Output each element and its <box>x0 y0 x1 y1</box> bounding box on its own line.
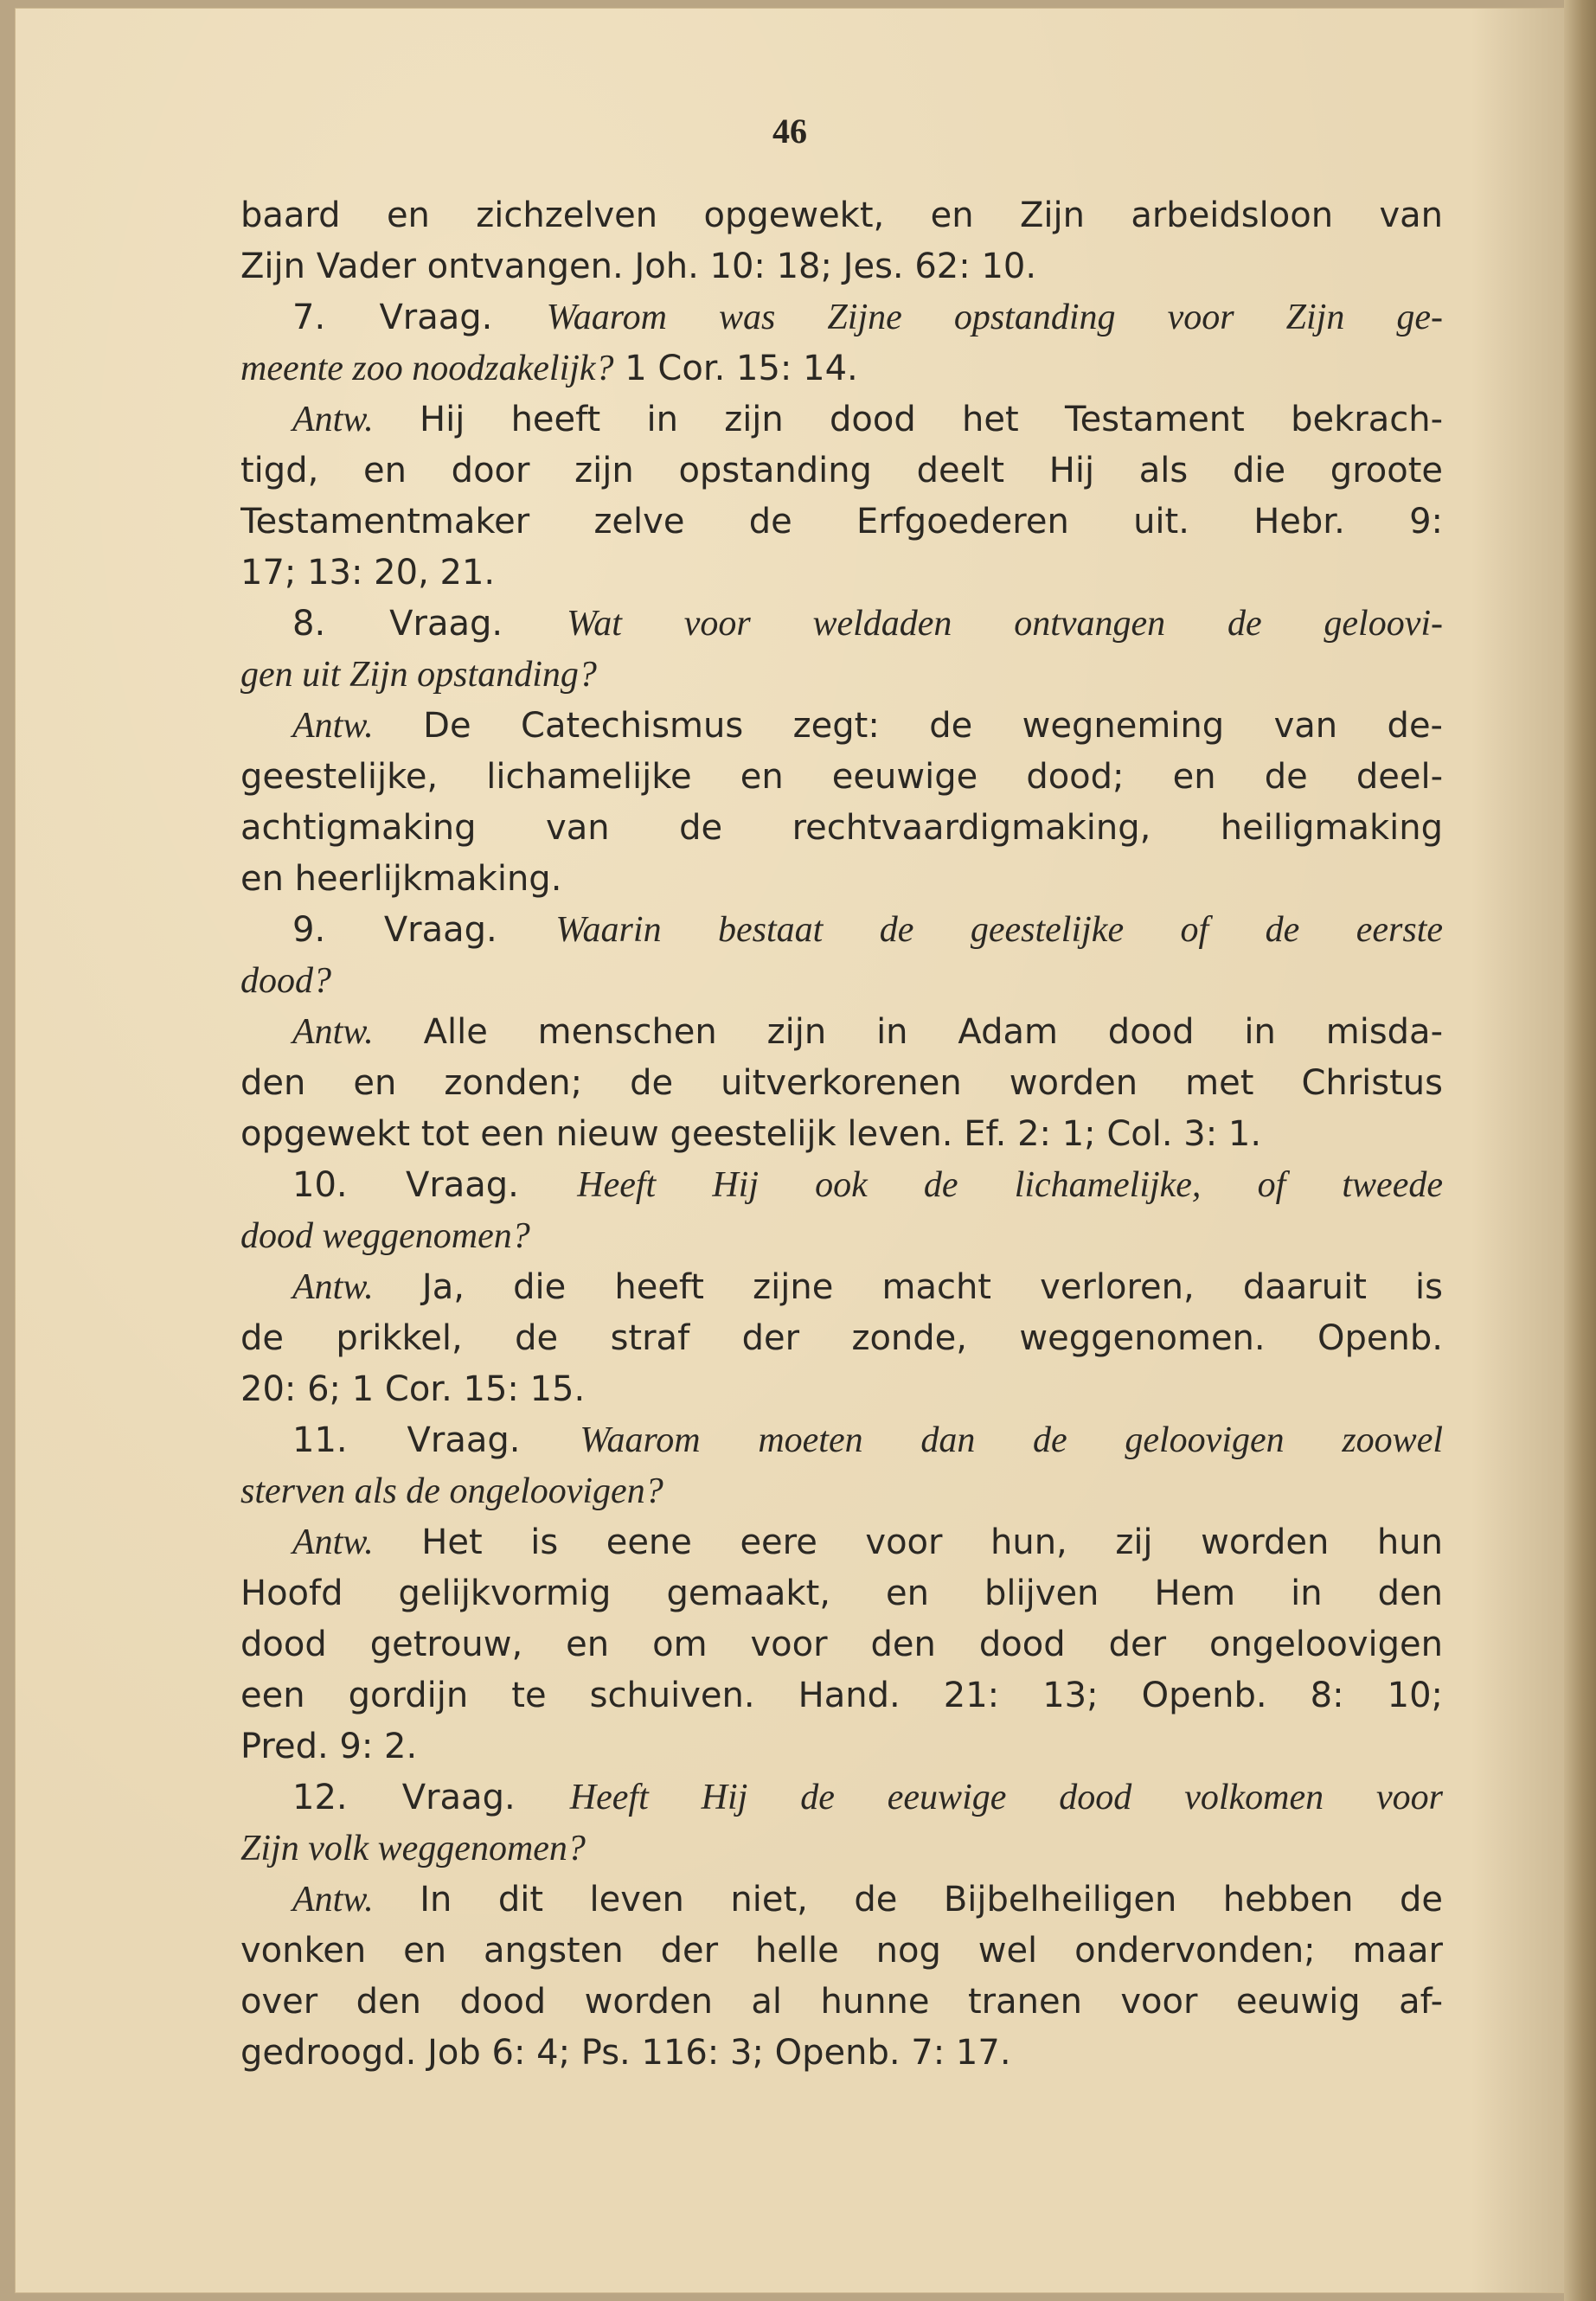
body-text: 8. Vraag. <box>292 604 567 644</box>
text-line <box>240 548 1443 599</box>
body-text: 17; 13: 20, 21. <box>240 553 496 593</box>
body-text: opgewekt tot een nieuw geestelijk leven. Ef. 2: 1; Col. 3: 1. <box>240 1114 1262 1154</box>
text-line <box>240 1517 1443 1568</box>
italic-text: dood weggenomen? <box>240 1216 530 1256</box>
italic-text: Zijn volk weggenomen? <box>240 1829 586 1868</box>
text-line <box>240 956 1443 1007</box>
body-text: 9. Vraag. <box>292 910 556 950</box>
body-text: Ja, die heeft zijne macht verloren, daaruit is <box>373 1267 1443 1307</box>
body-text: Testamentmaker zelve de Erfgoederen uit. Hebr. 9: <box>240 502 1443 542</box>
body-text: en heerlijkmaking. <box>240 859 562 899</box>
text-line <box>240 1160 1443 1211</box>
text-line <box>240 1415 1443 1466</box>
body-text: Hij heeft in zijn dood het Testament bekrach- <box>373 400 1443 439</box>
body-text: Alle menschen zijn in Adam dood in misda- <box>373 1012 1443 1052</box>
text-line <box>240 190 1443 241</box>
text-line <box>240 1977 1443 2028</box>
italic-text: Waarin bestaat de geestelijke of de eerste <box>555 910 1443 950</box>
body-text: gedroogd. Job 6: 4; Ps. 116: 3; Openb. 7: 17. <box>240 2033 1011 2073</box>
italic-text: Antw. <box>292 1012 374 1052</box>
body-text: Hoofd gelijkvormig gemaakt, en blijven Hem in den <box>240 1574 1443 1613</box>
text-line <box>240 1670 1443 1721</box>
body-text: geestelijke, lichamelijke en eeuwige dood; en de deel- <box>240 757 1443 797</box>
body-text: De Catechismus zegt: de wegneming van de- <box>373 706 1443 746</box>
text-line <box>240 1568 1443 1619</box>
text-line <box>240 343 1443 394</box>
page-text <box>240 190 1443 2079</box>
text-line <box>240 445 1443 497</box>
italic-text: sterven als de ongeloovigen? <box>240 1471 663 1511</box>
body-text: Zijn Vader ontvangen. Joh. 10: 18; Jes. 62: 10. <box>240 247 1037 286</box>
text-line <box>240 394 1443 445</box>
italic-text: Waarom was Zijne opstanding voor Zijn ge- <box>546 298 1443 337</box>
text-line <box>240 1721 1443 1772</box>
text-line <box>240 1109 1443 1160</box>
text-line <box>240 1823 1443 1875</box>
body-text: den en zonden; de uitverkorenen worden met Christus <box>240 1063 1443 1103</box>
text-line <box>240 1313 1443 1364</box>
italic-text: Antw. <box>292 1522 374 1562</box>
text-line <box>240 1926 1443 1977</box>
body-text: Pred. 9: 2. <box>240 1727 418 1766</box>
body-text: 11. Vraag. <box>292 1420 580 1460</box>
body-text: 12. Vraag. <box>292 1778 570 1817</box>
italic-text: Antw. <box>292 400 374 439</box>
italic-text: dood? <box>240 961 331 1001</box>
body-text: de prikkel, de straf der zonde, weggenomen. Openb. <box>240 1318 1443 1358</box>
italic-text: Antw. <box>292 706 374 746</box>
italic-text: Heeft Hij ook de lichamelijke, of tweede <box>577 1165 1443 1205</box>
text-line <box>240 1262 1443 1313</box>
body-text: Het is eene eere voor hun, zij worden hun <box>373 1522 1443 1562</box>
italic-text: Antw. <box>292 1880 374 1920</box>
text-line <box>240 854 1443 905</box>
text-line <box>240 2028 1443 2079</box>
text-line <box>240 752 1443 803</box>
text-line <box>240 599 1443 650</box>
text-line <box>240 803 1443 854</box>
italic-text: Waarom moeten dan de geloovigen zoowel <box>580 1420 1443 1460</box>
body-text: over den dood worden al hunne tranen voor eeuwig af- <box>240 1982 1443 2022</box>
italic-text: Antw. <box>292 1267 374 1307</box>
text-line <box>240 1772 1443 1823</box>
body-text: tigd, en door zijn opstanding deelt Hij als die groote <box>240 451 1443 490</box>
text-line <box>240 1875 1443 1926</box>
text-line <box>240 1466 1443 1517</box>
body-text: een gordijn te schuiven. Hand. 21: 13; Openb. 8: 10; <box>240 1676 1443 1715</box>
body-text: vonken en angsten der helle nog wel ondervonden; maar <box>240 1931 1443 1971</box>
body-text: In dit leven niet, de Bijbelheiligen hebben de <box>373 1880 1443 1920</box>
text-line <box>240 650 1443 701</box>
page-number: 46 <box>772 112 807 151</box>
body-text: 1 Cor. 15: 14. <box>613 349 858 388</box>
italic-text: gen uit Zijn opstanding? <box>240 655 597 695</box>
body-text: 10. Vraag. <box>292 1165 578 1205</box>
body-text: baard en zichzelven opgewekt, en Zijn arbeidsloon van <box>240 195 1443 235</box>
text-line <box>240 1619 1443 1670</box>
italic-text: meente zoo noodzakelijk? <box>240 349 614 388</box>
book-edge <box>1564 0 1596 2301</box>
body-text: 7. Vraag. <box>292 298 547 337</box>
body-text: achtigmaking van de rechtvaardigmaking, heiligmaking <box>240 808 1443 848</box>
italic-text: Heeft Hij de eeuwige dood volkomen voor <box>569 1778 1443 1817</box>
text-line <box>240 241 1443 292</box>
text-line <box>240 497 1443 548</box>
body-text: dood getrouw, en om voor den dood der ongeloovigen <box>240 1625 1443 1664</box>
text-line <box>240 292 1443 343</box>
book-page <box>16 9 1564 2292</box>
italic-text: Wat voor weldaden ontvangen de geloovi- <box>567 604 1443 644</box>
text-line <box>240 1364 1443 1415</box>
text-line <box>240 1058 1443 1109</box>
text-line <box>240 905 1443 956</box>
text-line <box>240 701 1443 752</box>
text-line <box>240 1211 1443 1262</box>
text-line <box>240 1007 1443 1058</box>
body-text: 20: 6; 1 Cor. 15: 15. <box>240 1369 586 1409</box>
